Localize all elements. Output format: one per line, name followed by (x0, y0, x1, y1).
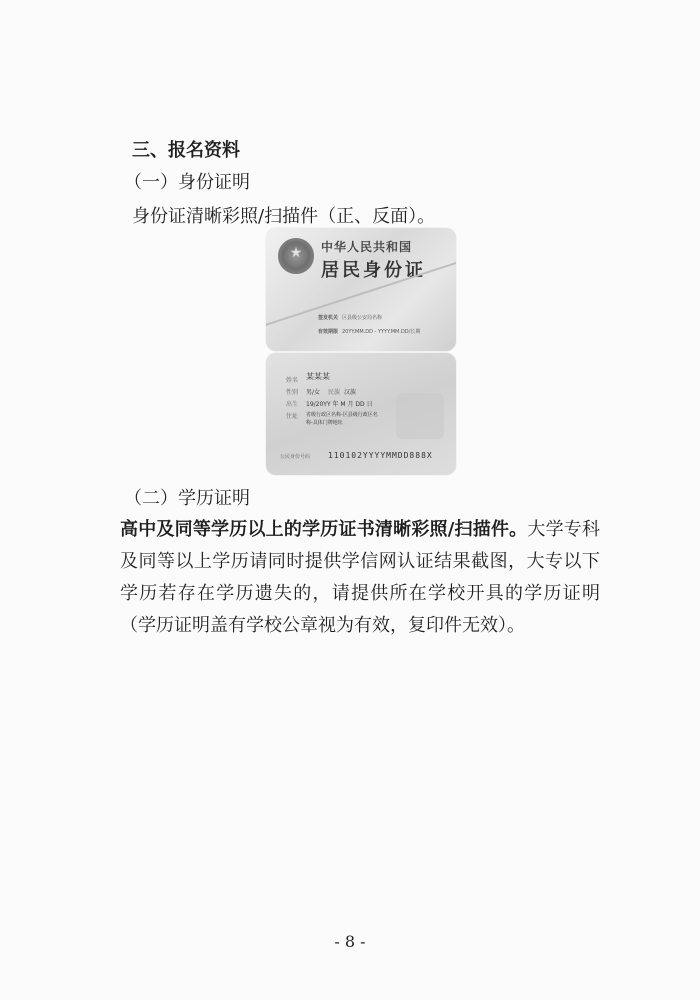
id-number-label: 公民身份号码 (280, 454, 311, 460)
ethnicity-value: 汉族 (344, 389, 357, 396)
address-label: 住址 (286, 413, 299, 420)
authority-label: 签发机关 (318, 315, 339, 321)
id-card-front-image (266, 228, 456, 351)
edu-proof-heading: （二）学历证明 (124, 488, 250, 509)
ethnicity-label: 民族 (328, 389, 341, 396)
edu-proof-body-text: 大学专科及同等以上学历请同时提供学信网认证结果截图，大专以下学历若存在学历遗失的，请提供所在学校开具的学历证明（学历证明盖有学校公章视为有效，复印件无效）。 (120, 519, 601, 636)
validity-value: 20YY.MM.DD - YYYY.MM.DD/长期 (342, 329, 421, 335)
name-label: 姓名 (286, 377, 299, 384)
id-proof-heading: （一）身份证明 (124, 172, 250, 193)
address-line2: 称-具体门牌地址 (306, 420, 343, 426)
gender-value: 男/女 (306, 389, 321, 396)
authority-value: 区县级公安局名称 (342, 315, 383, 321)
edu-proof-paragraph (120, 514, 600, 642)
birth-value: 19/20YY 年 M 月 DD 日 (306, 401, 373, 408)
gender-label: 性别 (286, 389, 299, 396)
id-number-value: 110102YYYYMMDD888X (328, 451, 433, 460)
card-title: 居民身份证 (321, 260, 426, 281)
section-heading: 三、报名资料 (132, 140, 240, 161)
birth-label: 出生 (286, 401, 299, 408)
validity-label: 有效期限 (318, 329, 339, 335)
id-card-back-image (266, 353, 456, 475)
photo-placeholder (396, 393, 444, 439)
card-country: 中华人民共和国 (321, 240, 413, 254)
edu-proof-bold-text: 高中及同等学历以上的学历证书清晰彩照/扫描件。 (120, 519, 528, 540)
name-value: 某某某 (306, 372, 330, 381)
address-line1: 省级行政区名称-区县级行政区名 (306, 412, 378, 418)
national-emblem-icon: ★ (278, 238, 314, 274)
id-proof-instruction: 身份证清晰彩照/扫描件（正、反面）。 (132, 206, 436, 227)
page-number: - 8 - (334, 932, 366, 951)
